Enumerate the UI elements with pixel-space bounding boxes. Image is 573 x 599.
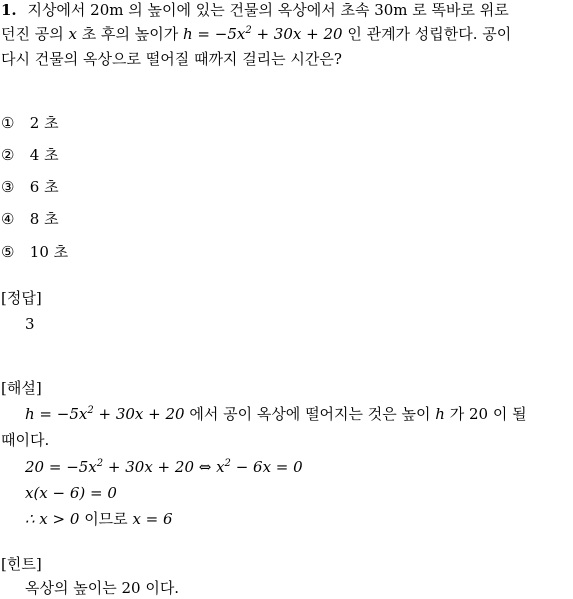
problem-text-2a: 던진 공의 bbox=[1, 25, 69, 43]
choice-1-marker: ① bbox=[1, 114, 15, 132]
eq3-part-b: 이므로 bbox=[79, 510, 133, 528]
problem-text-2b: 초 후의 높이가 bbox=[76, 25, 183, 43]
explanation-formula-exponent: 2 bbox=[87, 405, 94, 416]
problem-line-3 bbox=[1, 49, 342, 69]
explanation-equation-3 bbox=[25, 509, 173, 529]
problem-text-1: 지상에서 20m 의 높이에 있는 건물의 옥상에서 초속 30m 로 똑바로 위로 bbox=[27, 1, 509, 19]
explanation-text-1b: 가 20 이 될 bbox=[444, 405, 527, 423]
problem-number: 1. bbox=[1, 1, 17, 19]
eq1-exponent-1: 2 bbox=[96, 458, 104, 469]
problem-formula-start: h = −5x bbox=[182, 25, 246, 43]
choice-4-marker: ④ bbox=[1, 210, 15, 228]
eq1-part-b: + 30x + 20 ⇔ x bbox=[103, 458, 225, 476]
choice-2-marker: ② bbox=[1, 146, 15, 164]
problem-line-1 bbox=[1, 0, 509, 20]
problem-text-2c: 인 관계가 성립한다. 공이 bbox=[342, 25, 512, 43]
explanation-line-1 bbox=[25, 404, 527, 424]
choice-1-text: 2 초 bbox=[29, 114, 59, 132]
hint-text: 옥상의 높이는 20 이다. bbox=[25, 579, 180, 597]
problem-line-2 bbox=[1, 24, 511, 44]
choice-2[interactable] bbox=[1, 145, 59, 165]
problem-formula-exponent: 2 bbox=[245, 25, 252, 36]
problem-formula bbox=[183, 25, 343, 43]
eq3-part-c: x = 6 bbox=[132, 510, 173, 528]
choice-3[interactable] bbox=[1, 177, 59, 197]
choice-4[interactable] bbox=[1, 209, 59, 229]
choice-5-marker: ⑤ bbox=[1, 243, 15, 261]
eq3-part-a: ∴ x > 0 bbox=[25, 510, 80, 528]
explanation-var-h: h bbox=[435, 405, 445, 423]
choice-4-text: 8 초 bbox=[29, 210, 59, 228]
explanation-formula bbox=[25, 405, 185, 423]
choice-5-text: 10 초 bbox=[29, 243, 69, 261]
choice-5[interactable] bbox=[1, 242, 68, 262]
problem-formula-end: + 30x + 20 bbox=[251, 25, 343, 43]
eq1-exponent-2: 2 bbox=[224, 458, 231, 469]
eq1-part-c: − 6x = 0 bbox=[230, 458, 303, 476]
choice-3-text: 6 초 bbox=[29, 178, 59, 196]
answer-label: [정답] bbox=[1, 289, 42, 307]
eq1-part-a: 20 = −5x bbox=[25, 458, 97, 476]
explanation-line-2: 때이다. bbox=[1, 431, 50, 449]
explanation-equation-2: x(x − 6) = 0 bbox=[25, 484, 117, 502]
explanation-formula-start: h = −5x bbox=[25, 405, 88, 423]
choice-1[interactable] bbox=[1, 113, 59, 133]
hint-label: [힌트] bbox=[1, 555, 42, 573]
explanation-formula-end: + 30x + 20 bbox=[93, 405, 185, 423]
explanation-equation-1 bbox=[25, 457, 303, 477]
problem-text-3: 다시 건물의 옥상으로 떨어질 때까지 걸리는 시간은? bbox=[1, 50, 342, 68]
problem-var-x: x bbox=[68, 25, 77, 43]
choice-2-text: 4 초 bbox=[29, 146, 59, 164]
choice-3-marker: ③ bbox=[1, 178, 15, 196]
explanation-text-1: 에서 공이 옥상에 떨어지는 것은 높이 bbox=[184, 405, 436, 423]
explanation-label: [해설] bbox=[1, 379, 42, 397]
answer-value: 3 bbox=[25, 315, 35, 333]
